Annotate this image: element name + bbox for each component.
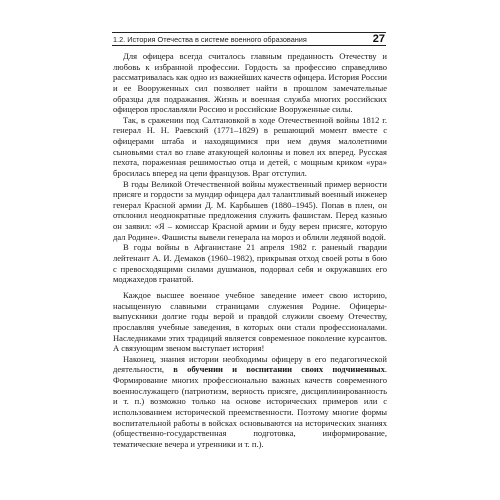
paragraph-raevsky: Так, в сражении под Салтановкой в ходе Отечественной войны 1812 г. генерал Н. Н. Раевский (1771–1829) в решающий момент вместе с офицерами штаба и находящимися при нем двумя малолетними сыновьями стал во главе атакующей колонны и повел их вперед. Русская пехота, пораженная решимостью отца и детей, с мощным криком «ура» бросилась вперед на цепи французов. Враг отступил. [113,114,387,178]
pedagogy-text-end: . Формирование многих профессионально важных качеств современного военнослужащего (патриотизм, верность присяге, дисциплинированность и т. п.) возможно только на основе исторических примеров или с использованием исторической преемственности. Поэтому многие формы воспитательной работы в войсках основываются на исторических знаниях (общественно-государственная подготовка, информирование, тематические вечера и утренники и т. п.). [113,364,387,449]
running-title: 1.2. История Отечества в системе военного образования [113,34,307,44]
paragraph-officer-devotion: Для офицера всегда считалось главным преданность Отечеству и любовь к избранной профессии. Гордость за профессию справедливо рассматривалась как одно из важнейших качеств офицера. История России и ее Вооруженных сил позволяет найти в прошлом замечательные образцы для подражания. Жизнь и военная служба многих российских офицеров прославляли Россию и российские Вооруженные силы. [113,51,387,115]
page-header [112,32,386,46]
pedagogy-text-start: Наконец, знания истории необходимы офицеру в его педагогической деятельности, [113,353,387,375]
page-number: 27 [372,33,385,45]
body-text [113,51,387,449]
paragraph-karbyshev: В годы Великой Отечественной войны мужественный пример верности присяге и гордости за мундир офицера дал талантливый военный инженер генерал Красной армии Д. М. Карбышев (1880–1945). Попав в плен, он отклонил неоднократные предложения служить фашистам. Перед казнью он заявил: «Я – комиссар Красной армии и буду верен присяге, которую дал Родине». Фашисты вывели генерала на мороз и облили ледяной водой. [113,178,387,242]
pedagogy-emphasis: в обучении и воспитании своих подчиненных [173,364,385,375]
paragraph-pedagogy [113,354,387,450]
paragraph-military-schools: Каждое высшее военное учебное заведение имеет свою историю, насыщенную славными страницами служения Родине. Офицеры-выпускники долгие годы верой и правдой служили своему Отечеству, прославляя учебные заведения, в которых они стали профессионалами. Наследниками этих традиций является современное поколение курсантов. А связующим звеном выступает история! [113,290,387,354]
paragraph-demakov: В годы войны в Афганистане 21 апреля 1982 г. раненый гвардии лейтенант А. И. Демаков (1960–1982), прикрывая отход своей роты в бою с превосходящими силами душманов, подорвал себя и окружавших его моджахедов гранатой. [113,242,387,285]
